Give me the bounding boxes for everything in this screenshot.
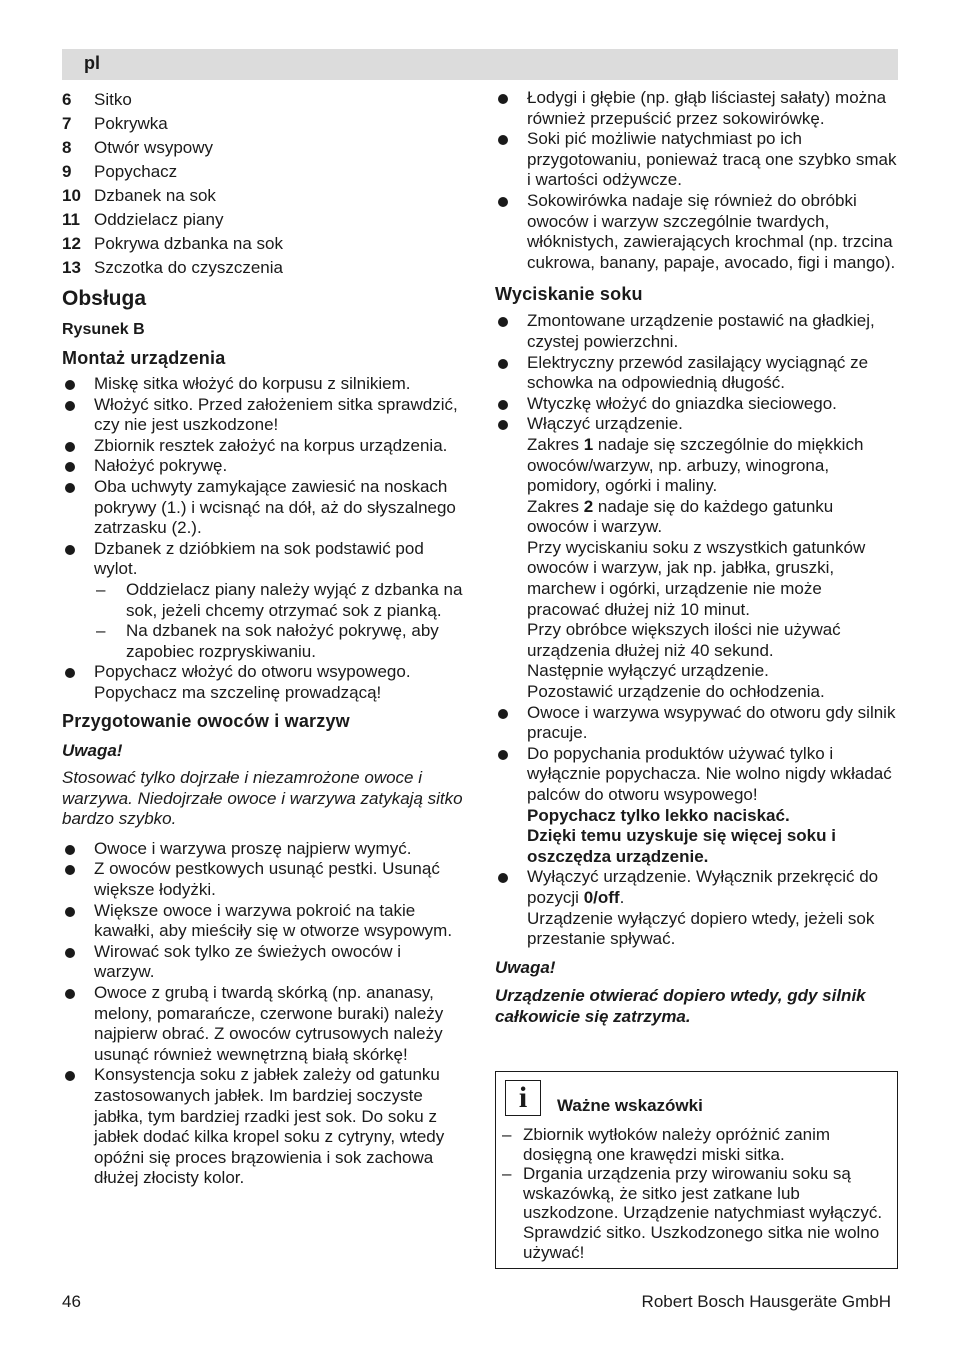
list-item-text: Włączyć urządzenie. bbox=[527, 414, 683, 434]
part-number: 9 bbox=[62, 162, 72, 181]
parts-list-item bbox=[62, 160, 466, 184]
list-item-text: Pozostawić urządzenie do ochłodzenia. bbox=[527, 682, 825, 702]
list-item bbox=[62, 539, 466, 663]
page-number: 46 bbox=[62, 1292, 81, 1311]
switch-position: 0/off bbox=[583, 887, 620, 907]
list-item: Włożyć sitko. Przed założeniem sitka sprawdzić, czy nie jest uszkodzone! bbox=[62, 395, 466, 436]
list-item-text: Następnie wyłączyć urządzenie. bbox=[527, 661, 769, 681]
sublist-item: – Na dzbanek na sok nałożyć pokrywę, aby zapobiec rozpryskiwaniu. bbox=[94, 621, 466, 662]
list-item: Konsystencja soku z jabłek zależy od gatunku zastosowanych jabłek. Im bardziej soczyste jabłka, tym bardziej rzadki jest sok. Do soku z jabłek dodać kilka kropel soku z cytryny, wtedy opóźni się proces brązowienia i sok zachowa dłużej złocisty kolor. bbox=[62, 1065, 466, 1189]
range-1-text bbox=[527, 435, 899, 497]
part-number: 12 bbox=[62, 234, 81, 253]
list-item: Oba uchwyty zamykające zawiesić na noskach pokrywy (1.) i wcisnąć na dół, aż do słyszalnego zatrzasku (2.). bbox=[62, 477, 466, 539]
info-box-title: Ważne wskazówki bbox=[557, 1096, 703, 1115]
range-number: 2 bbox=[583, 496, 594, 516]
list-item: Owoce i warzywa wsypywać do otworu gdy silnik pracuje. bbox=[495, 703, 899, 744]
wyciskanie-list bbox=[495, 311, 899, 949]
list-item: Popychacz włożyć do otworu wsypowego. Popychacz ma szczelinę prowadzącą! bbox=[62, 662, 466, 703]
list-item-text bbox=[527, 867, 899, 908]
przygotowanie-list bbox=[62, 839, 466, 1189]
parts-list bbox=[62, 88, 466, 280]
list-item-text: Przy obróbce większych ilości nie używać urządzenia dłużej niż 40 sekund. bbox=[527, 620, 841, 660]
range-number: 1 bbox=[583, 434, 594, 454]
part-number: 6 bbox=[62, 90, 72, 109]
list-item: Zbiornik resztek założyć na korpus urządzenia. bbox=[62, 436, 466, 457]
list-item: Miskę sitka włożyć do korpusu z silnikiem. bbox=[62, 374, 466, 395]
sublist-item: – Oddzielacz piany należy wyjąć z dzbanka na sok, jeżeli chcemy otrzymać sok z pianką. bbox=[94, 580, 466, 621]
list-item: Elektryczny przewód zasilający wyciągnąć ze schowka na odpowiednią długość. bbox=[495, 353, 899, 394]
part-label: Popychacz bbox=[94, 162, 178, 181]
part-number: 7 bbox=[62, 114, 72, 133]
heading-montaz: Montaż urządzenia bbox=[62, 348, 226, 368]
part-label: Otwór wsypowy bbox=[94, 138, 214, 157]
list-item: Łodygi i głębie (np. głąb liściastej sałaty) można również przepuścić przez sokowirówkę. bbox=[495, 88, 899, 129]
list-item bbox=[495, 414, 899, 702]
list-item: – Drgania urządzenia przy wirowaniu soku są wskazówką, że sitko jest zatkane lub uszkodzone. Urządzenie natychmiast wyłączyć. Sprawdzić sitko. Uszkodzonego sitka nie wolno używać! bbox=[498, 1164, 894, 1262]
warning-text: Urządzenie otwierać dopiero wtedy, gdy silnik całkowicie się zatrzyma. bbox=[495, 986, 866, 1026]
switch-instruction: Wyłączyć urządzenie. Wyłącznik przekręcić do pozycji bbox=[527, 867, 879, 907]
parts-list-item bbox=[62, 136, 466, 160]
list-item: Wtyczkę włożyć do gniazdka sieciowego. bbox=[495, 394, 899, 415]
section-title-obsluga: Obsługa bbox=[62, 287, 147, 310]
list-item: – Zbiornik wytłoków należy opróżnić zanim dosięgną one krawędzi miski sitka. bbox=[498, 1125, 894, 1164]
part-label: Pokrywa dzbanka na sok bbox=[94, 234, 283, 253]
list-item-text: Dzbanek z dzióbkiem na sok podstawić pod wylot. bbox=[94, 538, 424, 579]
montaz-list bbox=[62, 374, 466, 704]
part-number: 13 bbox=[62, 258, 81, 277]
part-label: Dzbanek na sok bbox=[94, 186, 216, 205]
punctuation: . bbox=[619, 887, 625, 907]
list-item bbox=[495, 867, 899, 949]
list-item: Wirować sok tylko ze świeżych owoców i warzyw. bbox=[62, 942, 466, 983]
list-item: Zmontowane urządzenie postawić na gładkiej, czystej powierzchni. bbox=[495, 311, 899, 352]
part-number: 8 bbox=[62, 138, 72, 157]
list-item-bold: Popychacz tylko lekko naciskać. bbox=[527, 805, 790, 825]
parts-list-item bbox=[62, 184, 466, 208]
warning-label: Uwaga! bbox=[495, 957, 556, 977]
przygotowanie-list-continued bbox=[495, 88, 899, 273]
important-notes-box bbox=[495, 1071, 898, 1269]
parts-list-item bbox=[62, 88, 466, 112]
language-code: pl bbox=[84, 53, 100, 73]
range-description: nadaje się szczególnie do miękkich owoców/warzyw, np. arbuzy, winogrona, pomidory, ogórki i maliny. bbox=[527, 434, 864, 496]
list-item-bold: Dzięki temu uzyskuje się więcej soku i oszczędza urządzenie. bbox=[527, 826, 836, 866]
range-label: Zakres bbox=[527, 496, 584, 516]
parts-list-item bbox=[62, 208, 466, 232]
list-item bbox=[495, 744, 899, 868]
part-label: Szczotka do czyszczenia bbox=[94, 258, 283, 277]
left-column bbox=[62, 88, 466, 1189]
part-number: 10 bbox=[62, 186, 81, 205]
warning-label: Uwaga! bbox=[62, 740, 123, 760]
right-column bbox=[495, 88, 899, 1028]
parts-list-item bbox=[62, 232, 466, 256]
figure-reference: Rysunek B bbox=[62, 321, 145, 338]
part-label: Sitko bbox=[94, 90, 132, 109]
list-item: Nałożyć pokrywę. bbox=[62, 456, 466, 477]
part-label: Pokrywka bbox=[94, 114, 168, 133]
info-box-list bbox=[498, 1125, 894, 1262]
parts-list-item bbox=[62, 112, 466, 136]
list-item: Owoce z grubą i twardą skórką (np. ananasy, melony, pomarańcze, czerwone buraki) należy najpierw obrać. Z owoców cytrusowych należy usunąć również wewnętrzną białą skórkę! bbox=[62, 983, 466, 1065]
list-item-text: Urządzenie wyłączyć dopiero wtedy, jeżeli sok przestanie spływać. bbox=[527, 908, 875, 949]
company-name: Robert Bosch Hausgeräte GmbH bbox=[641, 1292, 891, 1311]
info-icon bbox=[505, 1080, 541, 1116]
list-item-text: Do popychania produktów używać tylko i wyłącznie popychacza. Nie wolno nigdy wkładać palców do otworu wsypowego! bbox=[527, 743, 892, 804]
list-item: Soki pić możliwie natychmiast po ich przygotowaniu, ponieważ tracą one szybko smak i wartości odżywcze. bbox=[495, 129, 899, 191]
heading-przygotowanie: Przygotowanie owoców i warzyw bbox=[62, 710, 350, 731]
list-item: Z owoców pestkowych usunąć pestki. Usunąć większe łodyżki. bbox=[62, 859, 466, 900]
range-2-text bbox=[527, 497, 899, 538]
range-label: Zakres bbox=[527, 434, 584, 454]
part-label: Oddzielacz piany bbox=[94, 210, 224, 229]
list-item: Większe owoce i warzywa pokroić na takie kawałki, aby mieściły się w otworze wsypowym. bbox=[62, 901, 466, 942]
warning-text: Stosować tylko dojrzałe i niezamrożone owoce i warzywa. Niedojrzałe owoce i warzywa zatykają sitko bardzo szybko. bbox=[62, 768, 463, 829]
parts-list-item bbox=[62, 256, 466, 280]
heading-wyciskanie: Wyciskanie soku bbox=[495, 284, 643, 305]
list-item: Owoce i warzywa proszę najpierw wymyć. bbox=[62, 839, 466, 860]
language-bar bbox=[62, 49, 898, 80]
range-description: nadaje się do każdego gatunku owoców i warzyw. bbox=[527, 496, 834, 537]
montaz-sublist bbox=[94, 580, 466, 662]
list-item: Sokowirówka nadaje się również do obróbki owoców i warzyw szczególnie twardych, włóknistych, zawierających krochmal (np. trzcina cukrowa, banany, papaje, avocado, figi i mango). bbox=[495, 191, 899, 273]
list-item-text: Przy wyciskaniu soku z wszystkich gatunków owoców i warzyw, jak np. jabłka, gruszki, marchew i ogórki, urządzenie nie może pracować dłużej niż 10 minut. bbox=[527, 537, 866, 619]
part-number: 11 bbox=[62, 210, 80, 229]
